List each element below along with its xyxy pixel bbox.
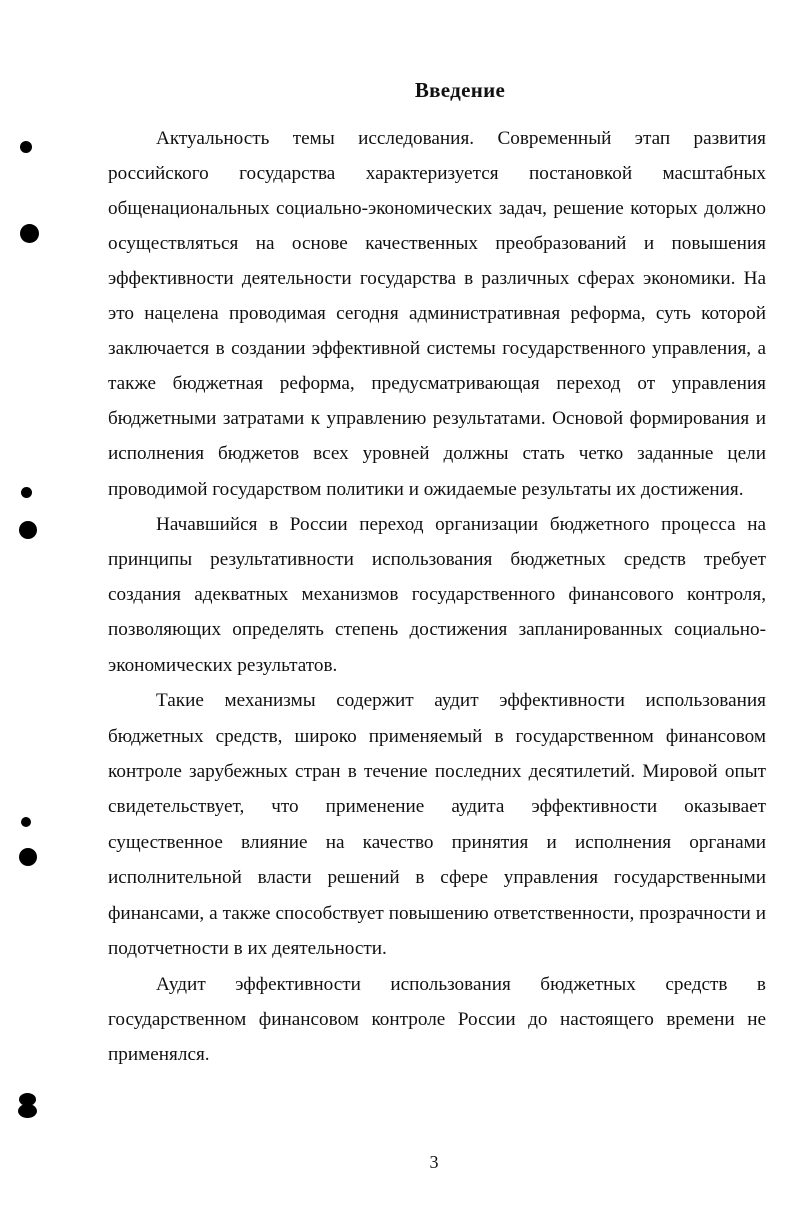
- text-line: российского государства характеризуется постановкой масштабных: [108, 163, 766, 184]
- text-line: применялся.: [108, 1044, 210, 1065]
- text-line: проводимой государством политики и ожидаемые результаты их достижения.: [108, 479, 744, 500]
- text-line: контроле зарубежных стран в течение последних десятилетий. Мировой опыт: [108, 761, 766, 782]
- text-line: Такие механизмы содержит аудит эффективности использования: [156, 690, 766, 711]
- text-line: осуществляться на основе качественных преобразований и повышения: [108, 233, 766, 254]
- punch-hole-mark: [20, 141, 32, 153]
- text-line: исполнительной власти решений в сфере управления государственными: [108, 867, 766, 888]
- text-line: экономических результатов.: [108, 655, 338, 676]
- text-line: свидетельствует, что применение аудита эффективности оказывает: [108, 796, 766, 817]
- text-line: общенациональных социально-экономических задач, решение которых должно: [108, 198, 766, 219]
- punch-hole-mark: [19, 521, 37, 539]
- page-title: Введение: [414, 78, 506, 102]
- text-line: эффективности деятельности государства в различных сферах экономики. На: [108, 268, 766, 289]
- text-line: принципы результативности использования бюджетных средств требует: [108, 549, 766, 570]
- punch-hole-mark: [20, 224, 39, 243]
- text-line: государственном финансовом контроле России до настоящего времени не: [108, 1009, 766, 1030]
- text-line: финансами, а также способствует повышению ответственности, прозрачности и: [108, 903, 766, 924]
- punch-hole-mark: [21, 487, 32, 498]
- text-line: Начавшийся в России переход организации бюджетного процесса на: [156, 514, 766, 535]
- text-line: создания адекватных механизмов государственного финансового контроля,: [108, 584, 766, 605]
- text-line: подотчетности в их деятельности.: [108, 938, 387, 959]
- text-line: бюджетных средств, широко применяемый в государственном финансовом: [108, 726, 766, 747]
- punch-hole-mark: [21, 817, 31, 827]
- text-line: заключается в создании эффективной системы государственного управления, а: [108, 338, 766, 359]
- text-line: существенное влияние на качество принятия и исполнения органами: [108, 832, 766, 853]
- punch-hole-mark: [19, 848, 37, 866]
- text-line: это нацелена проводимая сегодня административная реформа, суть которой: [108, 303, 766, 324]
- text-line: Аудит эффективности использования бюджетных средств в: [156, 974, 766, 995]
- text-line: позволяющих определять степень достижения запланированных социально-: [108, 619, 766, 640]
- text-line: бюджетными затратами к управлению результатами. Основой формирования и: [108, 408, 766, 429]
- text-line: также бюджетная реформа, предусматривающая переход от управления: [108, 373, 766, 394]
- text-line: исполнения бюджетов всех уровней должны стать четко заданные цели: [108, 443, 766, 464]
- punch-hole-mark: [18, 1104, 37, 1118]
- page-number: 3: [429, 1152, 439, 1172]
- text-line: Актуальность темы исследования. Современный этап развития: [156, 128, 766, 149]
